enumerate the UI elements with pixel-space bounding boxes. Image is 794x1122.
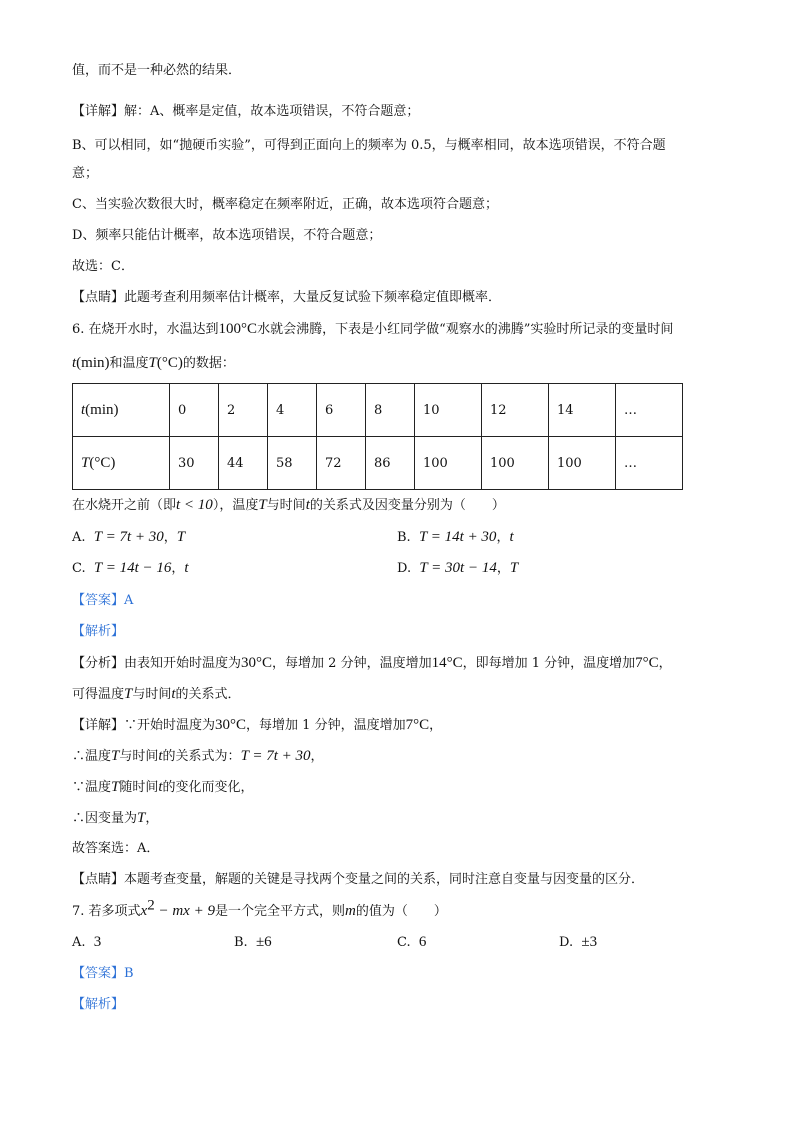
table-cell: 8	[366, 384, 415, 437]
option-label: A.	[72, 530, 86, 545]
math-var: t	[184, 560, 189, 576]
text: 故选：C．	[72, 259, 134, 274]
text: ∴温度	[72, 749, 112, 764]
q7-option-b	[234, 933, 272, 952]
text: 与时间	[119, 749, 159, 764]
math-var: T	[111, 779, 120, 795]
table-cell: 4	[268, 384, 317, 437]
math: 100°C	[218, 321, 258, 337]
text: 由表知开始时温度为	[124, 656, 242, 671]
text: 与时间	[132, 687, 172, 702]
text: ，	[145, 811, 159, 826]
row-header-temperature	[73, 437, 170, 490]
xiangjie-line-4	[72, 809, 158, 828]
math: (min)	[85, 401, 119, 418]
math-var: t	[509, 529, 514, 545]
text-line	[72, 62, 241, 80]
text-line	[72, 289, 501, 307]
text: ，每增加 2 分钟，温度增加	[272, 656, 432, 671]
math-var: m	[344, 903, 356, 919]
math-var: T	[111, 748, 120, 764]
math-exponent: 2	[147, 897, 155, 914]
xiangjie-line-1	[72, 716, 442, 735]
text-line	[72, 165, 98, 183]
section-tag: 【详解】	[72, 104, 125, 119]
table-cell: 10	[415, 384, 482, 437]
text: B、可以相同，如“抛硬币实验”，可得到正面向上的频率为 0.5，与概率相同，故本选项错误，不符合题	[72, 138, 666, 153]
option-value: ±3	[581, 934, 598, 950]
table-cell: 86	[366, 437, 415, 490]
math: T = 7t + 30	[240, 748, 311, 764]
section-tag: 【点睛】	[72, 290, 125, 305]
text: C、当实验次数很大时，概率稳定在频率附近，正确，故本选项符合题意；	[72, 197, 498, 212]
table-cell: 14	[549, 384, 616, 437]
math-var: T	[124, 686, 133, 702]
text: 的关系式为：	[162, 749, 241, 764]
option-value: 3	[93, 934, 102, 950]
fenxi-line	[72, 654, 672, 673]
math-var: t	[158, 748, 163, 764]
text: 意；	[72, 166, 99, 181]
text: 和温度	[109, 356, 149, 371]
table-cell: 6	[317, 384, 366, 437]
option-c: C. T = 14t − 16，t	[72, 560, 189, 576]
math: − mx + 9	[154, 903, 215, 919]
math: 7°C	[405, 717, 430, 733]
text: 在水烧开之前（即	[72, 498, 177, 513]
question-6-stem	[72, 320, 673, 339]
math: (°C)	[89, 454, 116, 471]
option-label: B.	[397, 530, 411, 545]
text: 的值为（ ）	[355, 904, 447, 919]
dianjing-line	[72, 871, 644, 889]
table-cell: 0	[170, 384, 219, 437]
answer-value: A	[124, 593, 134, 608]
text: 此题考查利用频率估计概率，大量反复试验下频率稳定值即概率．	[124, 290, 502, 305]
text: 6. 在烧开水时，水温达到	[72, 322, 219, 337]
text: ∵温度	[72, 780, 112, 795]
text: 是一个完全平方式，则	[214, 904, 345, 919]
text: 7. 若多项式	[72, 904, 141, 919]
math-var: t	[158, 779, 163, 795]
option-value: ±6	[255, 934, 272, 950]
math-var: t	[72, 355, 77, 371]
table-cell: 58	[268, 437, 317, 490]
math-var: t	[81, 401, 86, 418]
table-cell: 100	[549, 437, 616, 490]
text: 的变化而变化，	[162, 780, 254, 795]
table-cell: 72	[317, 437, 366, 490]
math-var: x	[140, 903, 148, 919]
q7-answer-line	[72, 965, 134, 983]
section-tag: 【点睛】	[72, 872, 125, 887]
math-var: T	[81, 454, 90, 471]
text: 水就会沸腾，下表是小红同学做“观察水的沸腾”实验时所记录的变量时间	[257, 322, 674, 337]
text-line	[72, 258, 134, 276]
answer-tag: 【答案】	[72, 593, 125, 608]
math-var: T	[148, 355, 157, 371]
table-cell: 44	[219, 437, 268, 490]
math: 14°C	[431, 655, 463, 671]
text: 解：A、概率是定值，故本选项错误，不符合题意；	[124, 104, 420, 119]
option-label: A.	[72, 935, 86, 950]
text-line	[72, 103, 419, 121]
table-cell: 100	[415, 437, 482, 490]
option-d: D. T = 30t − 14，T	[397, 560, 519, 576]
fenxi-line-2	[72, 685, 241, 704]
text: ），温度	[212, 498, 259, 513]
math-var: T	[137, 810, 146, 826]
question-7-stem	[72, 897, 447, 921]
analysis-tag: 【解析】	[72, 624, 125, 639]
math: T = 7t + 30	[93, 529, 164, 545]
question-6-prompt	[72, 496, 505, 515]
option-label: C.	[72, 561, 86, 576]
math: (°C)	[156, 355, 183, 371]
xiangjie-line-3	[72, 778, 254, 797]
text: 可得温度	[72, 687, 125, 702]
q7-option-d	[559, 933, 597, 952]
text-line	[72, 196, 498, 214]
math: T = 14t − 16	[93, 560, 172, 576]
table-row	[73, 437, 683, 490]
math-var: T	[258, 497, 267, 513]
option-label: B.	[234, 935, 248, 950]
option-value: 6	[418, 934, 427, 950]
text: 随时间	[119, 780, 159, 795]
q7-option-a	[72, 933, 101, 952]
text: 的关系式及因变量分别为（ ）	[309, 498, 505, 513]
answer-tag: 【答案】	[72, 966, 125, 981]
text: 的关系式．	[175, 687, 241, 702]
table-row	[73, 384, 683, 437]
text: ，	[429, 718, 443, 733]
section-tag: 【分析】	[72, 656, 125, 671]
table-cell: 12	[482, 384, 549, 437]
analysis-tag: 【解析】	[72, 997, 125, 1012]
text: 本题考查变量，解题的关键是寻找两个变量之间的关系，同时注意自变量与因变量的区分．	[124, 872, 645, 887]
table-cell: 30	[170, 437, 219, 490]
math: 30°C	[241, 655, 273, 671]
text: ，每增加 1 分钟，温度增加	[246, 718, 406, 733]
analysis-tag-line	[72, 623, 124, 641]
table-cell: …	[616, 437, 683, 490]
text: 故答案选：A．	[72, 841, 160, 856]
row-header-time	[73, 384, 170, 437]
text-line	[72, 137, 666, 155]
math: T = 30t − 14	[419, 560, 497, 576]
question-6-stem-line2	[72, 354, 235, 373]
text: 与时间	[266, 498, 306, 513]
text: 的数据：	[182, 356, 235, 371]
option-label: C.	[397, 935, 411, 950]
text: D、频率只能估计概率，故本选项错误，不符合题意；	[72, 228, 382, 243]
table-cell: …	[616, 384, 683, 437]
text: ∴因变量为	[72, 811, 138, 826]
text: ，	[658, 656, 672, 671]
option-b: B. T = 14t + 30，t	[397, 529, 514, 545]
table-cell: 100	[482, 437, 549, 490]
time-temperature-table	[72, 383, 683, 490]
math: t < 10	[176, 497, 213, 513]
q7-option-c	[397, 933, 426, 952]
option-a: A. T = 7t + 30，T	[72, 529, 186, 545]
text: ，即每增加 1 分钟，温度增加	[462, 656, 636, 671]
math-var: t	[305, 497, 310, 513]
text: 值，而不是一种必然的结果．	[72, 63, 242, 78]
answer-value: B	[124, 966, 134, 981]
xiangjie-line-2	[72, 747, 324, 766]
answer-line	[72, 592, 133, 610]
math: T = 14t + 30	[418, 529, 497, 545]
math: 7°C	[635, 655, 659, 671]
math-var: T	[176, 529, 186, 545]
text: ∵开始时温度为	[124, 718, 216, 733]
math-var: t	[171, 686, 176, 702]
math-var: T	[509, 560, 519, 576]
option-label: D.	[559, 935, 574, 950]
option-label: D.	[397, 561, 412, 576]
q7-analysis-tag-line	[72, 996, 124, 1014]
section-tag: 【详解】	[72, 718, 125, 733]
text: ，	[310, 749, 324, 764]
text-line	[72, 227, 381, 245]
math: (min)	[76, 355, 110, 371]
math: 30°C	[215, 717, 247, 733]
xiangjie-line-5	[72, 840, 159, 858]
table-cell: 2	[219, 384, 268, 437]
